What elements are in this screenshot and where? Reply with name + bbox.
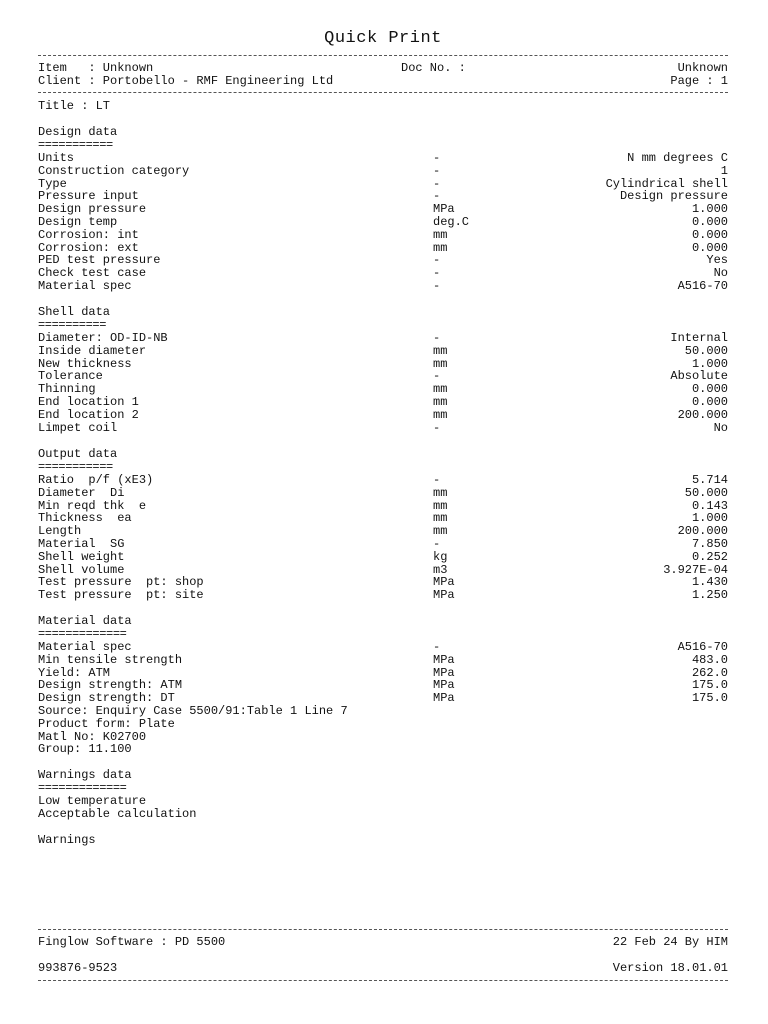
row-label: Min reqd thk e — [38, 498, 147, 513]
report-page — [38, 0, 728, 1024]
row-unit: deg.C — [433, 215, 470, 229]
row-label: Thickness ea — [38, 511, 132, 526]
row-value: A516-70 — [677, 279, 728, 293]
row-unit: mm — [433, 356, 448, 371]
section-heading-design: Design data — [38, 125, 118, 139]
row-value: 5.714 — [691, 473, 728, 487]
table-row — [38, 203, 728, 216]
row-value: Yes — [706, 253, 728, 268]
text-line: Source: Enquiry Case 5500/91:Table 1 Line 7 — [38, 704, 348, 718]
table-row — [38, 525, 728, 538]
row-label: Design pressure — [38, 202, 147, 217]
row-value: Internal — [670, 331, 728, 345]
row-unit: - — [433, 420, 441, 435]
row-unit: MPa — [433, 652, 455, 667]
table-row — [38, 229, 728, 242]
row-label: Pressure input — [38, 189, 139, 204]
table-row — [38, 474, 728, 487]
table-row — [38, 487, 728, 500]
table-row — [38, 280, 728, 293]
page-title: Quick Print — [324, 29, 442, 48]
divider — [38, 92, 728, 93]
row-value: 200.000 — [677, 407, 728, 422]
row-unit: kg — [433, 549, 448, 564]
divider — [38, 980, 728, 981]
row-value: 1 — [720, 163, 728, 178]
row-label: Test pressure pt: shop — [38, 575, 204, 590]
row-label: PED test pressure — [38, 253, 161, 268]
row-label: Shell volume — [38, 562, 125, 577]
section-heading-warnings-data: Warnings data — [38, 768, 132, 782]
row-unit: mm — [433, 498, 448, 513]
row-unit: - — [433, 640, 441, 654]
row-unit: - — [433, 189, 441, 204]
row-label: Ratio p/f (xE3) — [38, 473, 154, 487]
header-row-client — [38, 75, 728, 88]
row-label: Diameter Di — [38, 485, 125, 500]
row-unit: - — [433, 266, 441, 281]
row-value: No — [713, 266, 728, 281]
row-label: Design strength: ATM — [38, 678, 183, 693]
row-value: Cylindrical shell — [605, 176, 728, 191]
row-unit: MPa — [433, 665, 455, 680]
row-label: End location 2 — [38, 407, 139, 422]
warnings-heading: Warnings — [38, 833, 96, 847]
row-value: 483.0 — [691, 652, 728, 667]
table-row — [38, 409, 728, 422]
row-label: Limpet coil — [38, 420, 118, 435]
row-value: 200.000 — [677, 524, 728, 539]
table-row — [38, 589, 728, 602]
row-unit: MPa — [433, 202, 455, 217]
table-row — [38, 500, 728, 513]
row-unit: - — [433, 369, 441, 384]
table-row — [38, 422, 728, 435]
row-unit: mm — [433, 227, 448, 242]
row-label: New thickness — [38, 356, 132, 371]
row-label: Material SG — [38, 537, 125, 551]
row-label: Corrosion: int — [38, 227, 139, 242]
row-value: N mm degrees C — [627, 151, 728, 165]
text-line: Matl No: K02700 — [38, 729, 147, 744]
row-unit: mm — [433, 511, 448, 526]
text-line: Product form: Plate — [38, 716, 175, 731]
row-label: Inside diameter — [38, 343, 147, 358]
row-label: Material spec — [38, 640, 132, 654]
row-label: Thinning — [38, 382, 96, 397]
row-label: Yield: ATM — [38, 665, 111, 680]
table-row — [38, 396, 728, 409]
row-unit: - — [433, 151, 441, 165]
row-value: 3.927E-04 — [663, 562, 728, 577]
row-unit: - — [433, 253, 441, 268]
row-label: Type — [38, 176, 67, 191]
row-value: 0.143 — [691, 498, 728, 513]
software-name: Finglow Software : PD 5500 — [38, 935, 226, 949]
row-label: Shell weight — [38, 549, 125, 564]
row-unit: MPa — [433, 691, 455, 706]
row-unit: m3 — [433, 562, 448, 577]
row-value: No — [713, 420, 728, 435]
row-label: Construction category — [38, 163, 190, 178]
row-value: 50.000 — [684, 343, 728, 358]
row-unit: mm — [433, 395, 448, 409]
table-row — [38, 370, 728, 383]
row-value: 1.250 — [691, 588, 728, 603]
doc-no-label: Doc No. : — [401, 61, 466, 75]
row-label: Corrosion: ext — [38, 240, 139, 255]
row-label: End location 1 — [38, 395, 139, 409]
row-label: Design strength: DT — [38, 691, 175, 706]
row-unit: mm — [433, 382, 448, 397]
row-label: Min tensile strength — [38, 652, 183, 667]
row-unit: MPa — [433, 678, 455, 693]
row-unit: mm — [433, 485, 448, 500]
table-row — [38, 267, 728, 280]
table-row — [38, 165, 728, 178]
section-underline: =========== — [38, 460, 113, 474]
table-row — [38, 358, 728, 371]
row-value: 50.000 — [684, 485, 728, 500]
row-label: Tolerance — [38, 369, 103, 384]
row-unit: - — [433, 331, 441, 345]
table-row — [38, 538, 728, 551]
row-label: Design temp — [38, 215, 118, 229]
row-value: A516-70 — [677, 640, 728, 654]
section-underline: =========== — [38, 138, 113, 152]
row-value: Absolute — [670, 369, 728, 384]
section-underline: ============= — [38, 781, 127, 795]
row-unit: - — [433, 176, 441, 191]
table-row — [38, 512, 728, 525]
date-author: 22 Feb 24 By HIM — [612, 935, 728, 949]
row-label: Length — [38, 524, 82, 539]
row-unit: mm — [433, 343, 448, 358]
row-value: 1.000 — [691, 202, 728, 217]
row-unit: mm — [433, 407, 448, 422]
doc-no-value: Unknown — [677, 61, 728, 75]
row-value: 0.252 — [691, 549, 728, 564]
row-unit: - — [433, 537, 441, 551]
version-text: Version 18.01.01 — [612, 961, 728, 975]
row-label: Diameter: OD-ID-NB — [38, 331, 168, 345]
section-underline: ========== — [38, 318, 107, 332]
table-row — [38, 654, 728, 667]
row-unit: - — [433, 279, 441, 293]
section-heading-material: Material data — [38, 614, 132, 628]
row-unit: - — [433, 473, 441, 487]
row-unit: MPa — [433, 575, 455, 590]
table-row — [38, 216, 728, 229]
row-value: 0.000 — [691, 227, 728, 242]
client-text: Client : Portobello - RMF Engineering Ltd — [38, 74, 334, 88]
row-value: Design pressure — [619, 189, 728, 204]
item-text: Item : Unknown — [38, 61, 154, 75]
row-value: 1.430 — [691, 575, 728, 590]
divider — [38, 929, 728, 930]
divider — [38, 55, 728, 56]
text-line: Acceptable calculation — [38, 806, 197, 821]
row-label: Units — [38, 151, 75, 165]
doc-title: Title : LT — [38, 99, 111, 113]
row-value: 262.0 — [691, 665, 728, 680]
table-row — [38, 383, 728, 396]
serial-number: 993876-9523 — [38, 961, 118, 975]
row-label: Check test case — [38, 266, 147, 281]
footer-row-software — [38, 936, 728, 949]
row-unit: mm — [433, 240, 448, 255]
row-label: Material spec — [38, 279, 132, 293]
text-line: Low temperature — [38, 794, 147, 808]
page-number: Page : 1 — [670, 74, 728, 88]
footer-row-version — [38, 962, 728, 975]
row-value: 175.0 — [691, 678, 728, 693]
row-value: 7.850 — [691, 537, 728, 551]
row-label: Test pressure pt: site — [38, 588, 204, 603]
row-value: 1.000 — [691, 511, 728, 526]
row-value: 1.000 — [691, 356, 728, 371]
section-heading-output: Output data — [38, 447, 118, 461]
table-row — [38, 551, 728, 564]
section-underline: ============= — [38, 627, 127, 641]
row-value: 175.0 — [691, 691, 728, 706]
text-line: Group: 11.100 — [38, 742, 132, 757]
row-unit: - — [433, 163, 441, 178]
row-value: 0.000 — [691, 382, 728, 397]
row-unit: MPa — [433, 588, 455, 603]
section-heading-shell: Shell data — [38, 305, 111, 319]
table-row — [38, 345, 728, 358]
row-unit: mm — [433, 524, 448, 539]
row-value: 0.000 — [691, 395, 728, 409]
row-value: 0.000 — [691, 215, 728, 229]
row-value: 0.000 — [691, 240, 728, 255]
